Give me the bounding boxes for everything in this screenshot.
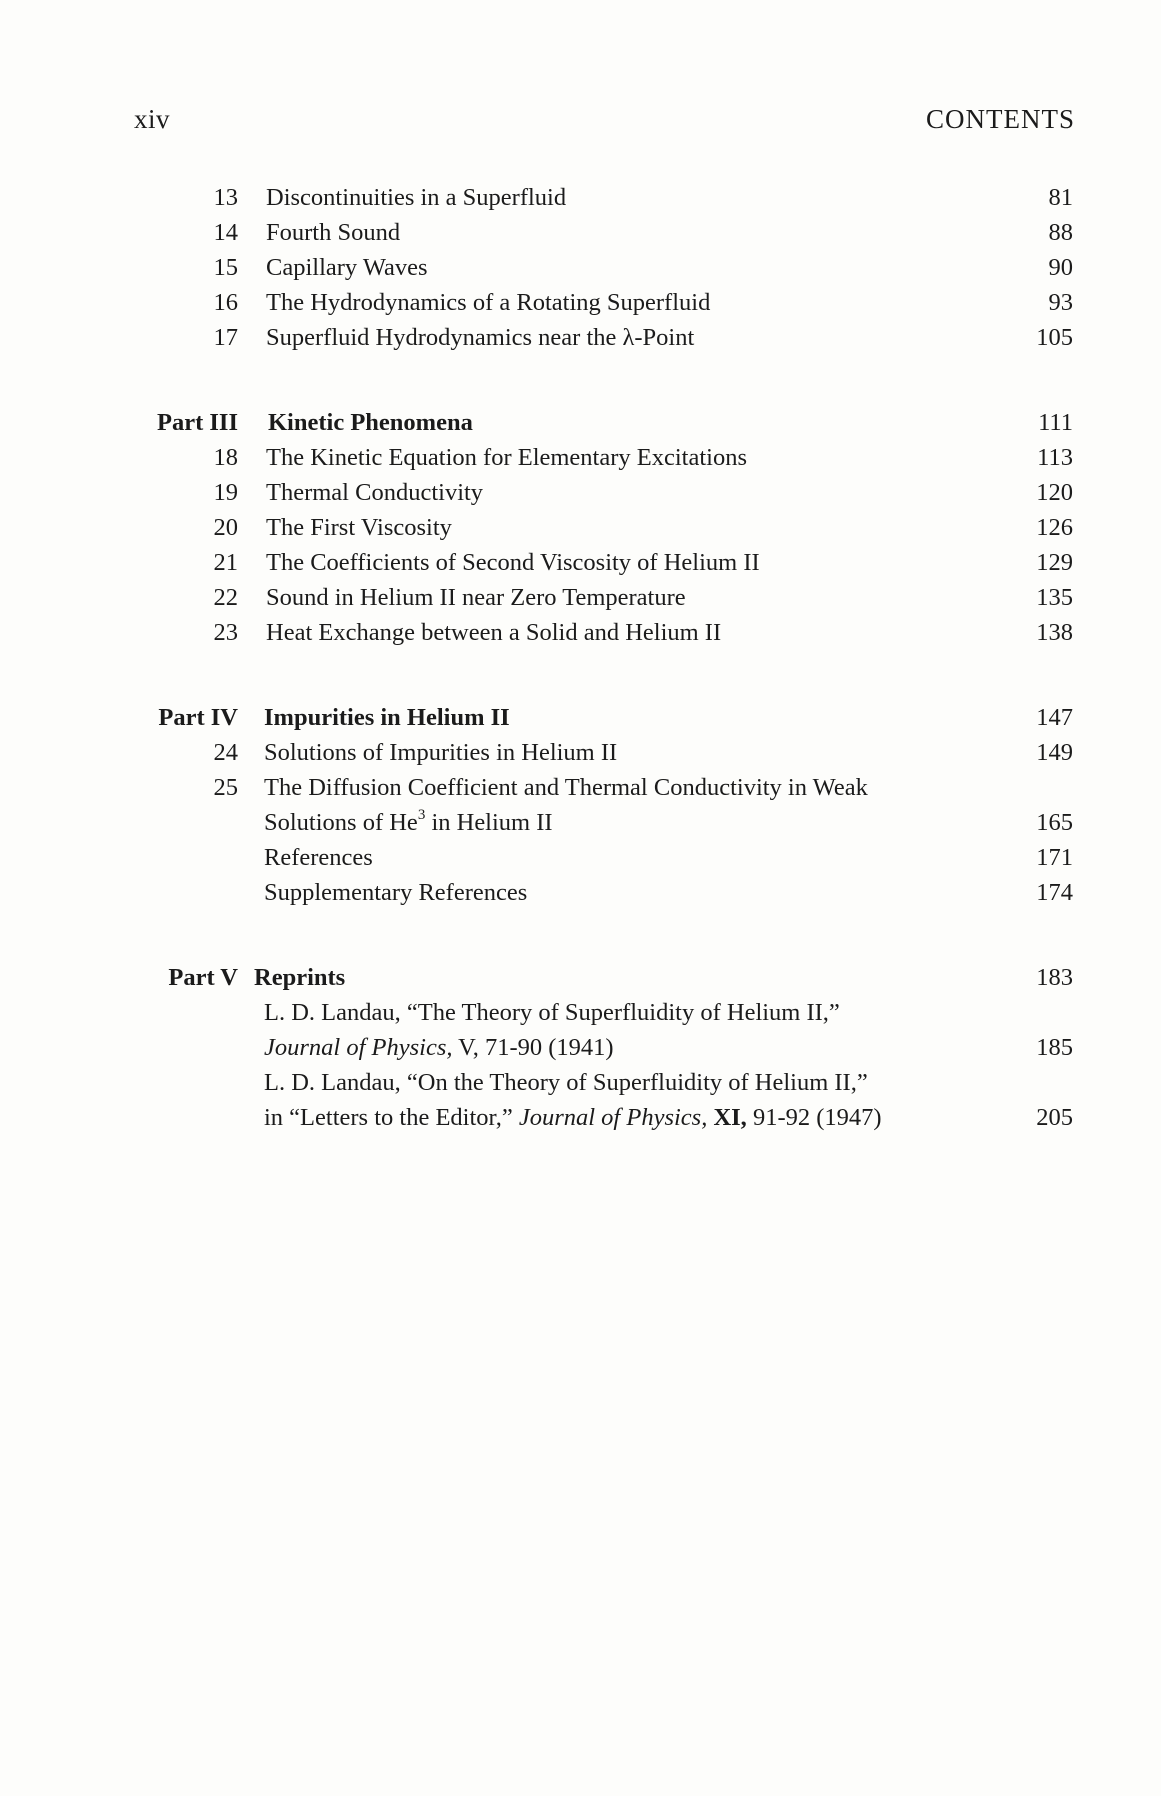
- page-number: 90: [1048, 254, 1073, 281]
- reprint-entry-line-1: [0, 995, 1161, 1030]
- supplementary-references-title: Supplementary References: [264, 879, 528, 906]
- chapter-number: 14: [213, 219, 238, 246]
- part-heading: [0, 960, 1161, 995]
- title-text: in Helium II: [425, 809, 553, 836]
- part-label: Part V: [168, 964, 238, 991]
- page-number: 183: [1036, 964, 1073, 991]
- page-number: 120: [1036, 479, 1073, 506]
- toc-entry-continuation: [0, 805, 1161, 840]
- page-number: 129: [1036, 549, 1073, 576]
- part-v: [0, 960, 1161, 1135]
- toc-entry-supplementary-references: [0, 875, 1161, 910]
- part-title: Impurities in Helium II: [264, 704, 510, 731]
- chapter-number: 18: [213, 444, 238, 471]
- chapter-number: 17: [213, 324, 238, 351]
- superscript: 3: [417, 806, 426, 823]
- part-heading: [0, 405, 1161, 440]
- references-title: References: [264, 844, 373, 871]
- part-iv: [0, 700, 1161, 910]
- reprint-title: L. D. Landau, “The Theory of Superfluidity of Helium II,”: [264, 999, 840, 1026]
- chapter-number: 20: [213, 514, 238, 541]
- chapter-number: 16: [213, 289, 238, 316]
- reprint-entry-line-2: [0, 1030, 1161, 1065]
- page-number: 165: [1036, 809, 1073, 836]
- page-number: 205: [1036, 1104, 1073, 1131]
- chapter-number: 25: [213, 774, 238, 801]
- chapter-number: 19: [213, 479, 238, 506]
- part-ii-continuation: [0, 180, 1161, 355]
- chapter-title-line-2: [264, 805, 553, 840]
- chapter-title: The Kinetic Equation for Elementary Excitations: [266, 444, 747, 471]
- page-folio: xiv: [134, 104, 171, 134]
- chapter-title: Fourth Sound: [266, 219, 401, 246]
- chapter-number: 24: [213, 739, 238, 766]
- page-number: 138: [1036, 619, 1073, 646]
- chapter-title: Heat Exchange between a Solid and Helium II: [266, 619, 722, 646]
- citation-details: V, 71-90 (1941): [452, 1034, 614, 1061]
- toc-entry: [0, 285, 1161, 320]
- page-number: 135: [1036, 584, 1073, 611]
- part-title: Kinetic Phenomena: [268, 409, 473, 436]
- citation-details: 91-92 (1947): [746, 1104, 882, 1131]
- reprint-citation: [264, 1030, 614, 1065]
- toc-entry: [0, 320, 1161, 355]
- toc-entry: [0, 215, 1161, 250]
- page-number: 185: [1036, 1034, 1073, 1061]
- journal-name: Journal of Physics,: [518, 1104, 708, 1131]
- toc-entry: [0, 770, 1161, 805]
- page-number: 105: [1036, 324, 1073, 351]
- page-number: 171: [1036, 844, 1073, 871]
- page-number: 126: [1036, 514, 1073, 541]
- chapter-title: Solutions of Impurities in Helium II: [264, 739, 618, 766]
- chapter-number: 21: [213, 549, 238, 576]
- page-number: 147: [1036, 704, 1073, 731]
- page-number: 111: [1038, 409, 1073, 436]
- chapter-title: Thermal Conductivity: [266, 479, 484, 506]
- page-number: 149: [1036, 739, 1073, 766]
- toc-entry: [0, 475, 1161, 510]
- toc-entry: [0, 250, 1161, 285]
- page-number: 81: [1048, 184, 1073, 211]
- running-head-title: CONTENTS: [926, 104, 1075, 134]
- journal-name: Journal of Physics,: [264, 1034, 453, 1061]
- page-number: 113: [1037, 444, 1073, 471]
- part-label: Part IV: [158, 704, 238, 731]
- reprint-entry-line-1: [0, 1065, 1161, 1100]
- part-title: Reprints: [254, 964, 346, 991]
- toc-entry: [0, 615, 1161, 650]
- chapter-number: 13: [213, 184, 238, 211]
- chapter-title: Discontinuities in a Superfluid: [266, 184, 567, 211]
- chapter-number: 15: [213, 254, 238, 281]
- toc-entry: [0, 440, 1161, 475]
- part-heading: [0, 700, 1161, 735]
- page-number: 88: [1048, 219, 1073, 246]
- toc-entry: [0, 180, 1161, 215]
- title-text: Solutions of He: [264, 809, 418, 836]
- page-number: 93: [1048, 289, 1073, 316]
- chapter-title: Sound in Helium II near Zero Temperature: [266, 584, 686, 611]
- reprint-title: L. D. Landau, “On the Theory of Superfluidity of Helium II,”: [264, 1069, 868, 1096]
- toc-entry: [0, 735, 1161, 770]
- chapter-title: The Coefficients of Second Viscosity of Helium II: [266, 549, 760, 576]
- table-of-contents: [0, 180, 1161, 1185]
- part-iii: [0, 405, 1161, 650]
- reprint-entry-line-2: [0, 1100, 1161, 1135]
- toc-entry: [0, 545, 1161, 580]
- toc-entry: [0, 580, 1161, 615]
- chapter-title: Superfluid Hydrodynamics near the λ-Point: [266, 324, 695, 351]
- chapter-title: Capillary Waves: [266, 254, 428, 281]
- chapter-number: 22: [213, 584, 238, 611]
- volume-number: XI,: [707, 1104, 747, 1131]
- citation-prefix: in “Letters to the Editor,”: [264, 1104, 519, 1131]
- chapter-number: 23: [213, 619, 238, 646]
- reprint-citation: [264, 1100, 882, 1135]
- page-number: 174: [1036, 879, 1073, 906]
- chapter-title: The Hydrodynamics of a Rotating Superfluid: [266, 289, 711, 316]
- toc-entry: [0, 510, 1161, 545]
- chapter-title: The First Viscosity: [266, 514, 452, 541]
- toc-entry-references: [0, 840, 1161, 875]
- part-label: Part III: [157, 409, 238, 436]
- chapter-title: The Diffusion Coefficient and Thermal Conductivity in Weak: [264, 774, 868, 801]
